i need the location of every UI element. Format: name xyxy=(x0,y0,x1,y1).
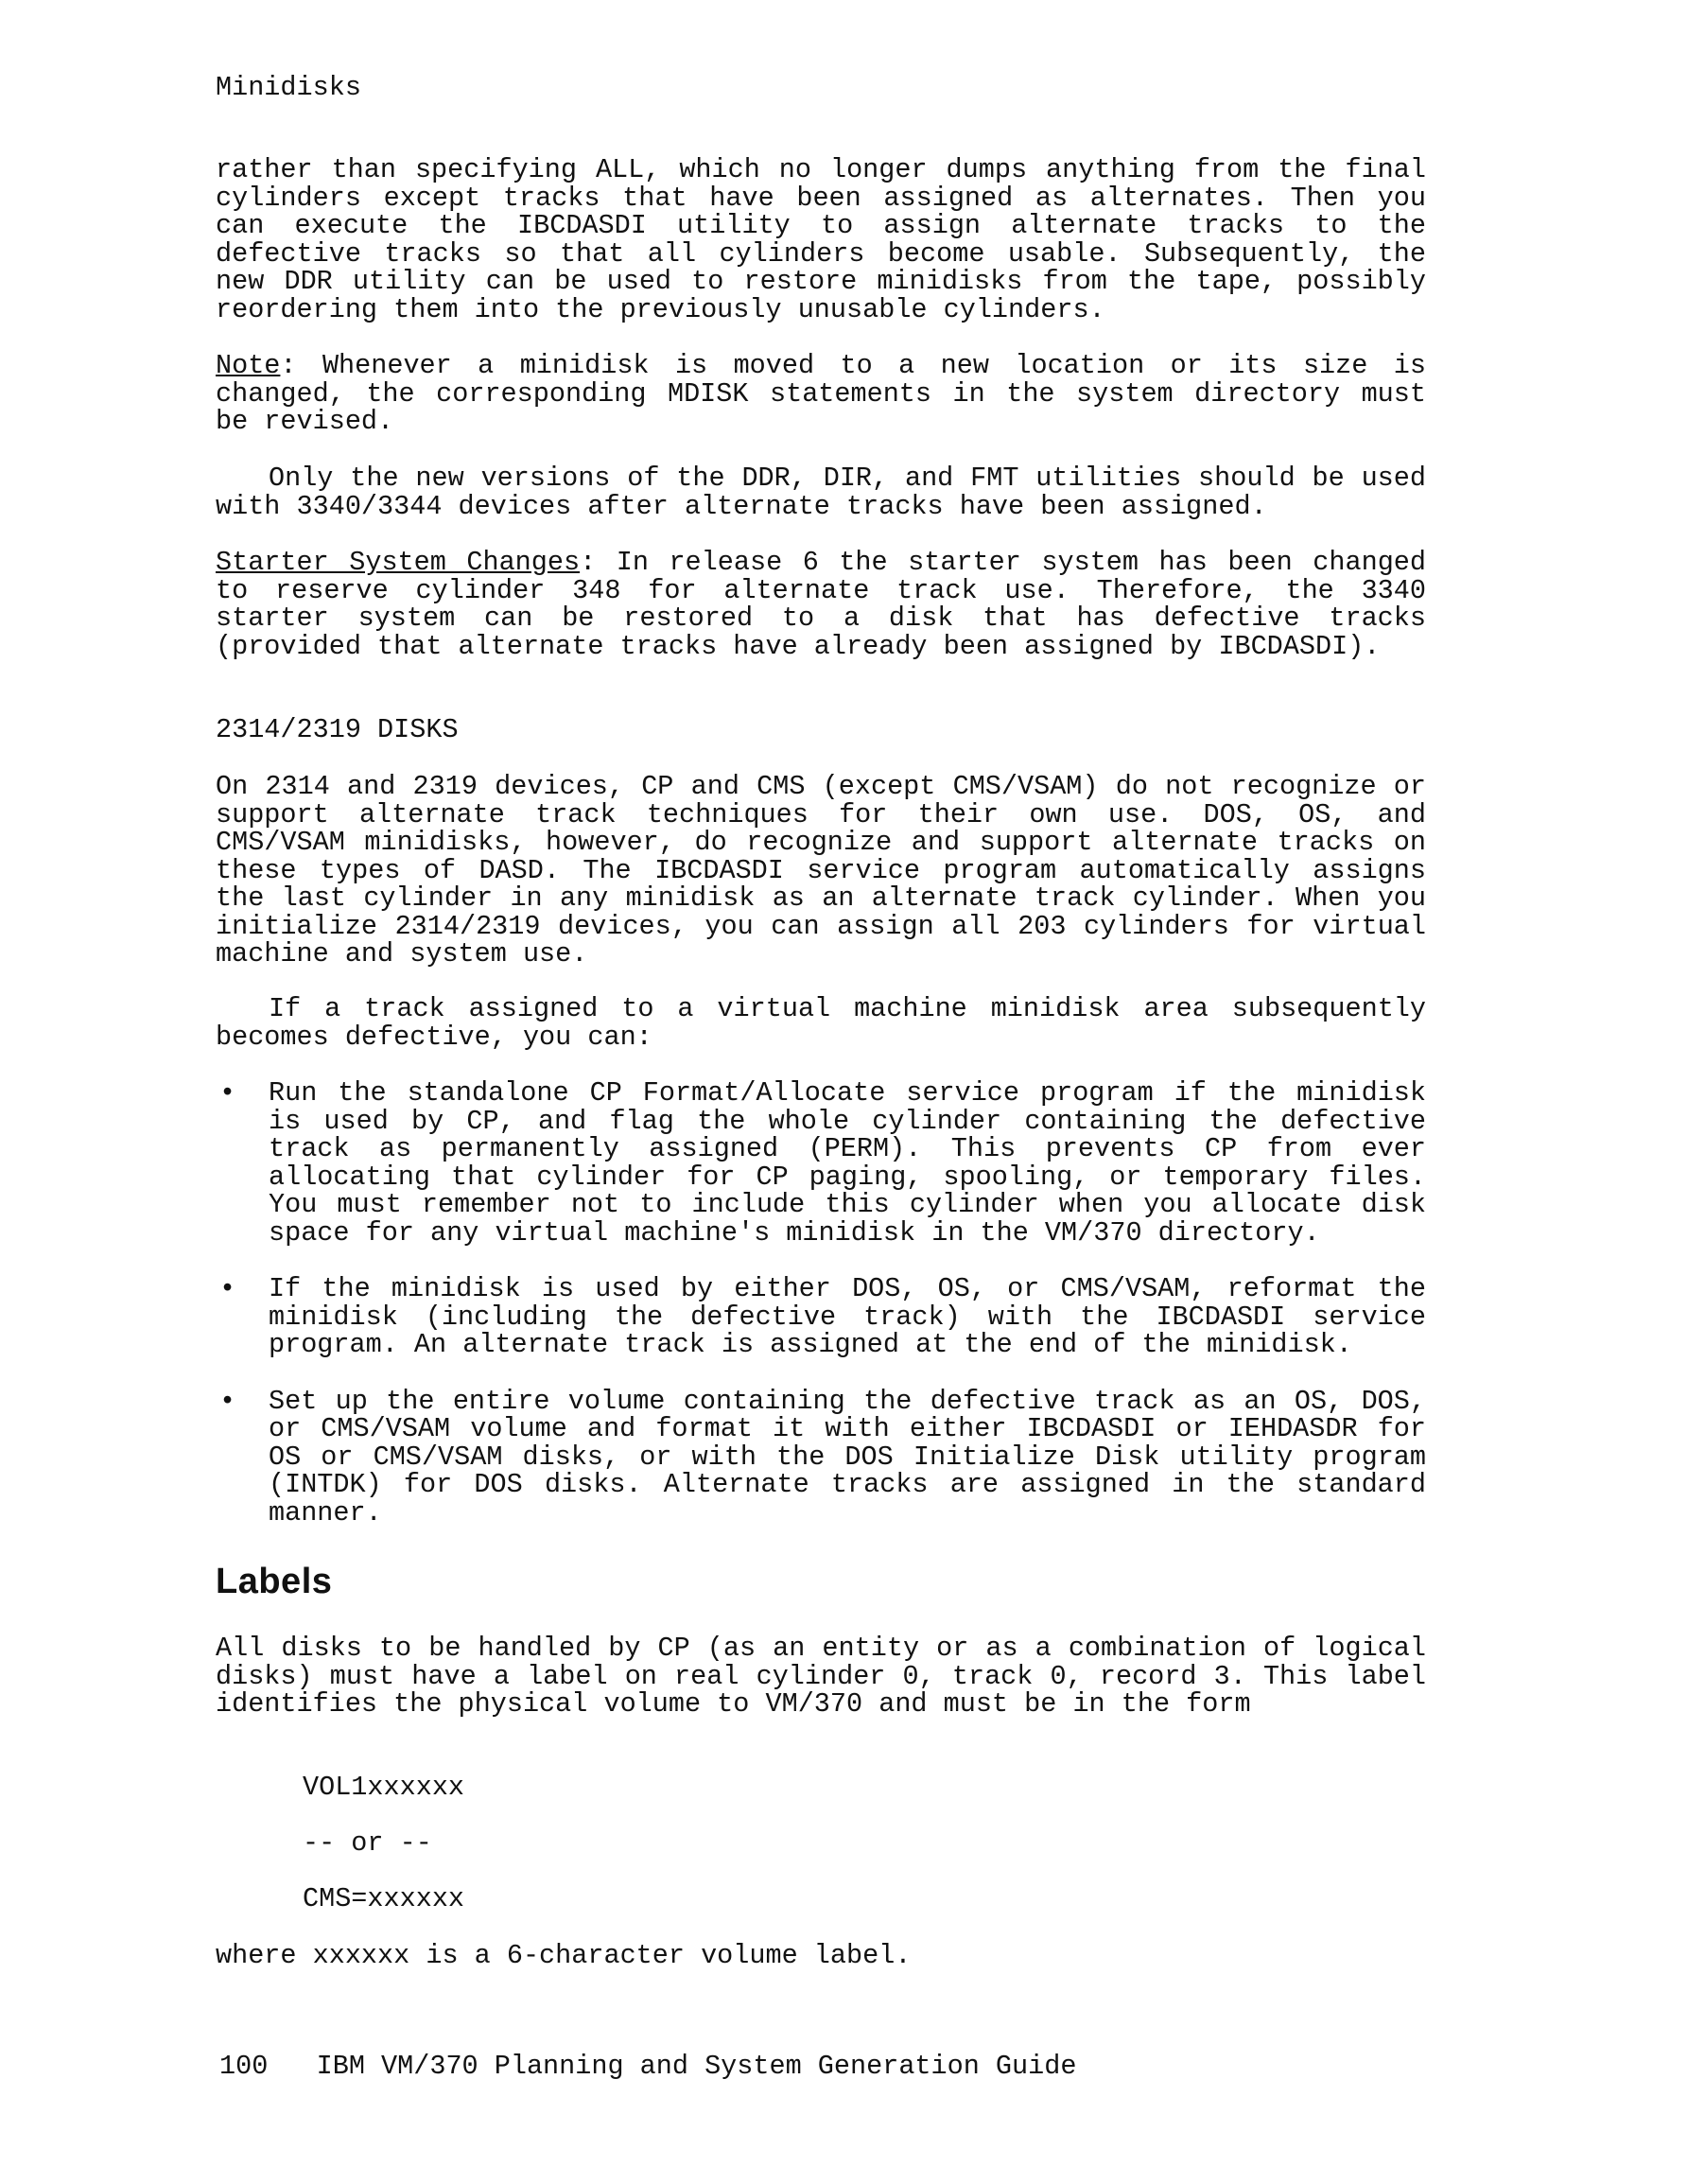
bullet-text: Run the standalone CP Format/Allocate service program if the minidisk is used by CP, and flag the whole cylinder containing the defective track as permanently assigned (PERM). This prevents CP from ever allocating that cylinder for CP paging, spooling, or temporary files. You must remember not to include this cylinder when you allocate disk space for any virtual machine's minidisk in the VM/370 directory. xyxy=(269,1077,1426,1249)
section-heading-labels: Labels xyxy=(216,1562,333,1601)
bullet-text: Set up the entire volume containing the defective track as an OS, DOS, or CMS/VSAM volume and format it with either IBCDASDI or IEHDASDR for OS or CMS/VSAM disks, or with the DOS Initialize Disk utility program (INTDK) for DOS disks. Alternate tracks are assigned in the standard manner. xyxy=(269,1385,1426,1529)
note-text: : Whenever a minidisk is moved to a new location or its size is changed, the corresponding MDISK statements in the system directory must be revised. xyxy=(216,350,1426,437)
note-label: Note xyxy=(216,350,281,381)
paragraph-alternates: rather than specifying ALL, which no longer dumps anything from the final cylinders except tracks that have been assigned as alternates. Then you can execute the IBCDASDI utility to assign alternate tracks to the defective tracks so that all cylinders become usable. Subsequently, the new DDR utility can be used to restore minidisks from the tape, possibly reordering them into the previously unusable cylinders. xyxy=(216,154,1426,325)
starter-text: : In release 6 the starter system has been changed to reserve cylinder 348 for alternate track use. Therefore, the 3340 starter system can be restored to a disk that has defective tracks (provided that alternate tracks have already been assigned by IBCDASDI). xyxy=(216,547,1427,662)
paragraph-defective-track: If a track assigned to a virtual machine minidisk area subsequently becomes defective, you can: xyxy=(216,993,1426,1053)
bullet-list xyxy=(216,1079,1426,1527)
paragraph-volume-label: where xxxxxx is a 6-character volume label. xyxy=(216,1940,912,1971)
bullet-dot: • xyxy=(219,1385,236,1417)
example-or: -- or -- xyxy=(303,1827,432,1859)
running-head: Minidisks xyxy=(216,72,361,103)
disks-heading: 2314/2319 DISKS xyxy=(216,714,459,745)
example-vol1: VOL1xxxxxx xyxy=(303,1772,465,1803)
list-item xyxy=(216,1385,1426,1529)
page-footer: 100 IBM VM/370 Planning and System Generation Guide xyxy=(219,2051,1077,2082)
list-item xyxy=(216,1275,1426,1359)
paragraph-2314-devices: On 2314 and 2319 devices, CP and CMS (except CMS/VSAM) do not recognize or support alternate track techniques for their own use. DOS, OS, and CMS/VSAM minidisks, however, do recognize and support alternate tracks on these types of DASD. The IBCDASDI service program automatically assigns the last cylinder in any minidisk as an alternate track cylinder. When you initialize 2314/2319 devices, you can assign all 203 cylinders for virtual machine and system use. xyxy=(216,771,1426,970)
list-item xyxy=(216,1079,1426,1247)
example-cms: CMS=xxxxxx xyxy=(303,1883,465,1914)
paragraph-note xyxy=(216,352,1426,436)
bullet-dot: • xyxy=(219,1077,236,1109)
starter-label: Starter System Changes xyxy=(216,547,581,578)
paragraph-labels: All disks to be handled by CP (as an entity or as a combination of logical disks) must have a label on real cylinder 0, track 0, record 3. This label identifies the physical volume to VM/370 and must be in the form xyxy=(216,1633,1426,1720)
paragraph-utilities: Only the new versions of the DDR, DIR, and FMT utilities should be used with 3340/3344 devices after alternate tracks have been assigned. xyxy=(216,463,1426,522)
bullet-dot: • xyxy=(219,1273,236,1304)
bullet-text: If the minidisk is used by either DOS, OS, or CMS/VSAM, reformat the minidisk (including the defective track) with the IBCDASDI service program. An alternate track is assigned at the end of the minidisk. xyxy=(269,1273,1426,1360)
paragraph-starter-system xyxy=(216,549,1426,660)
